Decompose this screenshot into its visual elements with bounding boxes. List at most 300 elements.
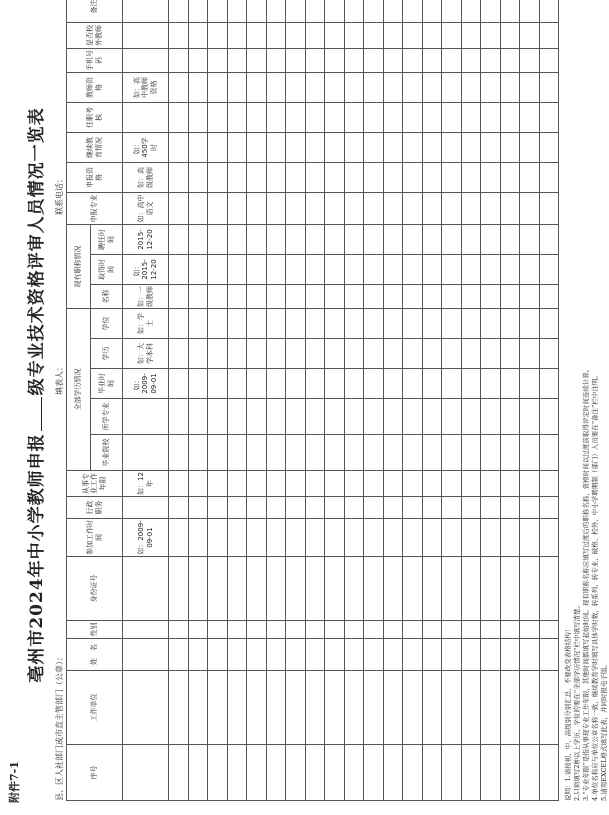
table-cell[interactable] xyxy=(208,73,228,103)
table-cell[interactable] xyxy=(325,671,345,745)
table-cell[interactable] xyxy=(442,285,462,309)
table-cell[interactable] xyxy=(481,471,501,497)
table-cell[interactable] xyxy=(520,163,540,193)
table-cell[interactable] xyxy=(403,369,423,399)
table-cell[interactable] xyxy=(481,435,501,471)
table-cell[interactable] xyxy=(325,73,345,103)
table-cell[interactable] xyxy=(383,193,403,225)
table-cell[interactable] xyxy=(305,163,325,193)
table-cell[interactable] xyxy=(520,557,540,621)
table-cell[interactable] xyxy=(247,435,267,471)
table-cell[interactable] xyxy=(344,103,364,133)
table-cell[interactable] xyxy=(364,255,384,285)
table-cell[interactable] xyxy=(247,103,267,133)
table-cell[interactable] xyxy=(325,557,345,621)
table-cell[interactable] xyxy=(481,339,501,369)
table-cell[interactable] xyxy=(123,435,169,471)
table-cell[interactable] xyxy=(520,309,540,339)
table-cell[interactable] xyxy=(169,309,189,339)
table-cell[interactable] xyxy=(344,309,364,339)
table-cell[interactable] xyxy=(422,671,442,745)
table-cell[interactable] xyxy=(286,193,306,225)
table-cell[interactable] xyxy=(403,255,423,285)
table-cell[interactable] xyxy=(344,435,364,471)
table-cell[interactable] xyxy=(461,557,481,621)
table-cell[interactable] xyxy=(364,671,384,745)
table-cell[interactable] xyxy=(520,369,540,399)
table-cell[interactable] xyxy=(364,339,384,369)
table-cell[interactable] xyxy=(208,435,228,471)
table-cell[interactable] xyxy=(247,225,267,255)
table-cell[interactable] xyxy=(344,0,364,23)
table-cell[interactable] xyxy=(286,399,306,435)
table-cell[interactable] xyxy=(403,23,423,49)
table-cell[interactable] xyxy=(305,23,325,49)
table-cell[interactable] xyxy=(344,339,364,369)
table-cell[interactable] xyxy=(383,519,403,557)
table-cell[interactable] xyxy=(442,309,462,339)
table-cell[interactable] xyxy=(344,133,364,163)
table-cell[interactable] xyxy=(481,639,501,671)
table-cell[interactable] xyxy=(305,639,325,671)
table-cell[interactable] xyxy=(208,255,228,285)
table-cell[interactable] xyxy=(325,103,345,133)
table-cell[interactable] xyxy=(422,639,442,671)
table-cell[interactable] xyxy=(266,745,286,801)
table-cell[interactable] xyxy=(442,671,462,745)
table-cell[interactable] xyxy=(383,225,403,255)
table-cell[interactable] xyxy=(247,255,267,285)
table-cell[interactable] xyxy=(364,399,384,435)
table-cell[interactable] xyxy=(123,23,169,49)
table-cell[interactable] xyxy=(305,519,325,557)
table-cell[interactable] xyxy=(266,49,286,73)
table-cell[interactable] xyxy=(169,639,189,671)
table-cell[interactable] xyxy=(286,471,306,497)
table-cell[interactable] xyxy=(383,369,403,399)
table-cell[interactable] xyxy=(344,671,364,745)
table-cell[interactable] xyxy=(227,309,247,339)
table-cell[interactable] xyxy=(325,0,345,23)
table-cell[interactable] xyxy=(188,519,208,557)
table-cell[interactable] xyxy=(123,399,169,435)
table-cell[interactable] xyxy=(305,309,325,339)
table-cell[interactable] xyxy=(344,519,364,557)
table-cell[interactable] xyxy=(364,163,384,193)
table-cell[interactable] xyxy=(169,193,189,225)
table-cell[interactable] xyxy=(383,471,403,497)
table-cell[interactable] xyxy=(208,497,228,519)
table-cell[interactable] xyxy=(305,193,325,225)
table-cell[interactable] xyxy=(123,621,169,639)
table-cell[interactable] xyxy=(422,163,442,193)
table-cell[interactable] xyxy=(520,225,540,255)
table-cell[interactable] xyxy=(208,399,228,435)
table-cell[interactable] xyxy=(305,49,325,73)
table-cell[interactable] xyxy=(383,309,403,339)
table-cell[interactable] xyxy=(188,435,208,471)
table-cell[interactable] xyxy=(208,0,228,23)
table-cell[interactable] xyxy=(364,0,384,23)
table-cell[interactable] xyxy=(422,255,442,285)
table-cell[interactable] xyxy=(481,519,501,557)
table-cell[interactable] xyxy=(520,497,540,519)
table-cell[interactable] xyxy=(286,369,306,399)
table-cell[interactable] xyxy=(403,339,423,369)
table-cell[interactable] xyxy=(305,0,325,23)
table-cell[interactable] xyxy=(325,193,345,225)
table-cell[interactable] xyxy=(364,639,384,671)
table-cell[interactable] xyxy=(539,133,559,163)
table-cell[interactable] xyxy=(422,103,442,133)
table-cell[interactable] xyxy=(520,285,540,309)
table-cell[interactable] xyxy=(266,225,286,255)
table-cell[interactable] xyxy=(247,639,267,671)
table-cell[interactable] xyxy=(403,639,423,671)
table-cell[interactable] xyxy=(461,193,481,225)
table-cell[interactable] xyxy=(286,225,306,255)
table-cell[interactable] xyxy=(520,471,540,497)
table-cell[interactable] xyxy=(403,285,423,309)
table-cell[interactable] xyxy=(481,285,501,309)
table-cell[interactable] xyxy=(383,73,403,103)
table-cell[interactable] xyxy=(188,49,208,73)
table-cell[interactable] xyxy=(461,497,481,519)
table-cell[interactable] xyxy=(403,193,423,225)
table-cell[interactable] xyxy=(422,497,442,519)
table-cell[interactable] xyxy=(383,671,403,745)
table-cell[interactable] xyxy=(208,309,228,339)
table-cell[interactable] xyxy=(500,471,520,497)
table-cell[interactable] xyxy=(422,369,442,399)
table-cell[interactable] xyxy=(305,255,325,285)
example-apply-qual[interactable]: 如：高级教师 xyxy=(123,163,169,193)
table-cell[interactable] xyxy=(481,369,501,399)
table-cell[interactable] xyxy=(169,557,189,621)
table-cell[interactable] xyxy=(403,163,423,193)
table-cell[interactable] xyxy=(403,49,423,73)
table-cell[interactable] xyxy=(208,471,228,497)
table-cell[interactable] xyxy=(500,519,520,557)
table-cell[interactable] xyxy=(227,435,247,471)
table-cell[interactable] xyxy=(539,497,559,519)
table-cell[interactable] xyxy=(266,103,286,133)
table-cell[interactable] xyxy=(539,671,559,745)
table-cell[interactable] xyxy=(539,519,559,557)
table-cell[interactable] xyxy=(403,0,423,23)
example-apply-specialty[interactable]: 如：高中语文 xyxy=(123,193,169,225)
table-cell[interactable] xyxy=(305,471,325,497)
table-cell[interactable] xyxy=(188,621,208,639)
table-cell[interactable] xyxy=(266,497,286,519)
table-cell[interactable] xyxy=(500,23,520,49)
table-cell[interactable] xyxy=(422,23,442,49)
table-cell[interactable] xyxy=(227,103,247,133)
table-cell[interactable] xyxy=(500,339,520,369)
table-cell[interactable] xyxy=(500,193,520,225)
table-cell[interactable] xyxy=(123,497,169,519)
table-cell[interactable] xyxy=(481,193,501,225)
table-cell[interactable] xyxy=(383,103,403,133)
table-cell[interactable] xyxy=(500,621,520,639)
table-cell[interactable] xyxy=(123,671,169,745)
table-cell[interactable] xyxy=(325,369,345,399)
table-cell[interactable] xyxy=(286,639,306,671)
table-cell[interactable] xyxy=(461,339,481,369)
table-cell[interactable] xyxy=(266,193,286,225)
table-cell[interactable] xyxy=(169,0,189,23)
table-cell[interactable] xyxy=(344,193,364,225)
table-cell[interactable] xyxy=(227,745,247,801)
table-cell[interactable] xyxy=(461,671,481,745)
table-cell[interactable] xyxy=(123,103,169,133)
table-cell[interactable] xyxy=(188,193,208,225)
table-cell[interactable] xyxy=(539,399,559,435)
table-cell[interactable] xyxy=(169,435,189,471)
table-cell[interactable] xyxy=(520,621,540,639)
table-cell[interactable] xyxy=(539,309,559,339)
table-cell[interactable] xyxy=(305,621,325,639)
table-cell[interactable] xyxy=(188,103,208,133)
table-cell[interactable] xyxy=(169,369,189,399)
table-cell[interactable] xyxy=(266,399,286,435)
table-cell[interactable] xyxy=(403,745,423,801)
table-cell[interactable] xyxy=(188,133,208,163)
table-cell[interactable] xyxy=(188,339,208,369)
table-cell[interactable] xyxy=(188,23,208,49)
table-cell[interactable] xyxy=(266,339,286,369)
table-cell[interactable] xyxy=(208,285,228,309)
table-cell[interactable] xyxy=(305,225,325,255)
table-cell[interactable] xyxy=(286,23,306,49)
table-cell[interactable] xyxy=(247,621,267,639)
table-cell[interactable] xyxy=(539,49,559,73)
table-cell[interactable] xyxy=(208,193,228,225)
example-title-hire[interactable]: 2015-12-20 xyxy=(123,225,169,255)
table-cell[interactable] xyxy=(520,103,540,133)
table-cell[interactable] xyxy=(247,133,267,163)
table-cell[interactable] xyxy=(539,557,559,621)
table-cell[interactable] xyxy=(403,435,423,471)
example-academic[interactable]: 如：学士 xyxy=(123,309,169,339)
table-cell[interactable] xyxy=(227,163,247,193)
table-cell[interactable] xyxy=(364,23,384,49)
table-cell[interactable] xyxy=(123,557,169,621)
table-cell[interactable] xyxy=(383,399,403,435)
table-cell[interactable] xyxy=(169,49,189,73)
table-cell[interactable] xyxy=(500,49,520,73)
example-degree[interactable]: 如：大学本科 xyxy=(123,339,169,369)
table-cell[interactable] xyxy=(227,671,247,745)
table-cell[interactable] xyxy=(500,225,520,255)
table-cell[interactable] xyxy=(286,133,306,163)
table-cell[interactable] xyxy=(364,225,384,255)
table-cell[interactable] xyxy=(325,339,345,369)
table-cell[interactable] xyxy=(500,639,520,671)
table-cell[interactable] xyxy=(266,73,286,103)
table-cell[interactable] xyxy=(442,339,462,369)
table-cell[interactable] xyxy=(266,557,286,621)
table-cell[interactable] xyxy=(286,0,306,23)
table-cell[interactable] xyxy=(461,23,481,49)
table-cell[interactable] xyxy=(266,639,286,671)
table-cell[interactable] xyxy=(227,23,247,49)
table-cell[interactable] xyxy=(286,285,306,309)
table-cell[interactable] xyxy=(266,519,286,557)
table-cell[interactable] xyxy=(520,133,540,163)
table-cell[interactable] xyxy=(286,435,306,471)
table-cell[interactable] xyxy=(364,285,384,309)
table-cell[interactable] xyxy=(539,73,559,103)
table-cell[interactable] xyxy=(325,399,345,435)
table-cell[interactable] xyxy=(305,497,325,519)
table-cell[interactable] xyxy=(325,255,345,285)
table-cell[interactable] xyxy=(169,621,189,639)
table-cell[interactable] xyxy=(539,0,559,23)
table-cell[interactable] xyxy=(208,163,228,193)
table-cell[interactable] xyxy=(383,557,403,621)
table-cell[interactable] xyxy=(520,339,540,369)
table-cell[interactable] xyxy=(227,471,247,497)
table-cell[interactable] xyxy=(247,193,267,225)
table-cell[interactable] xyxy=(208,557,228,621)
table-cell[interactable] xyxy=(227,519,247,557)
table-cell[interactable] xyxy=(247,23,267,49)
table-cell[interactable] xyxy=(208,133,228,163)
table-cell[interactable] xyxy=(286,745,306,801)
table-cell[interactable] xyxy=(305,435,325,471)
table-cell[interactable] xyxy=(539,193,559,225)
table-cell[interactable] xyxy=(344,745,364,801)
table-cell[interactable] xyxy=(364,471,384,497)
table-cell[interactable] xyxy=(305,557,325,621)
table-cell[interactable] xyxy=(422,225,442,255)
table-cell[interactable] xyxy=(247,0,267,23)
table-cell[interactable] xyxy=(461,745,481,801)
table-cell[interactable] xyxy=(305,73,325,103)
table-cell[interactable] xyxy=(500,163,520,193)
table-cell[interactable] xyxy=(169,471,189,497)
table-cell[interactable] xyxy=(442,369,462,399)
table-cell[interactable] xyxy=(305,671,325,745)
table-cell[interactable] xyxy=(247,339,267,369)
table-cell[interactable] xyxy=(364,621,384,639)
table-cell[interactable] xyxy=(247,671,267,745)
table-cell[interactable] xyxy=(227,285,247,309)
table-cell[interactable] xyxy=(403,133,423,163)
table-cell[interactable] xyxy=(123,639,169,671)
table-cell[interactable] xyxy=(481,103,501,133)
table-cell[interactable] xyxy=(481,497,501,519)
table-cell[interactable] xyxy=(422,399,442,435)
table-cell[interactable] xyxy=(539,225,559,255)
table-cell[interactable] xyxy=(539,163,559,193)
table-cell[interactable] xyxy=(208,519,228,557)
table-cell[interactable] xyxy=(305,285,325,309)
table-cell[interactable] xyxy=(208,49,228,73)
table-cell[interactable] xyxy=(520,255,540,285)
table-cell[interactable] xyxy=(325,309,345,339)
table-cell[interactable] xyxy=(208,225,228,255)
table-cell[interactable] xyxy=(422,621,442,639)
table-cell[interactable] xyxy=(227,73,247,103)
table-cell[interactable] xyxy=(344,471,364,497)
table-cell[interactable] xyxy=(520,639,540,671)
table-cell[interactable] xyxy=(208,369,228,399)
table-cell[interactable] xyxy=(227,369,247,399)
table-cell[interactable] xyxy=(442,557,462,621)
table-cell[interactable] xyxy=(247,163,267,193)
table-cell[interactable] xyxy=(169,519,189,557)
table-cell[interactable] xyxy=(305,133,325,163)
table-cell[interactable] xyxy=(461,255,481,285)
table-cell[interactable] xyxy=(539,23,559,49)
table-cell[interactable] xyxy=(247,519,267,557)
table-cell[interactable] xyxy=(247,557,267,621)
table-cell[interactable] xyxy=(539,339,559,369)
table-cell[interactable] xyxy=(403,225,423,255)
table-cell[interactable] xyxy=(520,519,540,557)
table-cell[interactable] xyxy=(403,471,423,497)
table-cell[interactable] xyxy=(383,639,403,671)
example-years[interactable]: 如：12年 xyxy=(123,471,169,497)
table-cell[interactable] xyxy=(344,49,364,73)
table-cell[interactable] xyxy=(481,163,501,193)
table-cell[interactable] xyxy=(403,557,423,621)
table-cell[interactable] xyxy=(286,309,306,339)
table-cell[interactable] xyxy=(344,73,364,103)
table-cell[interactable] xyxy=(442,745,462,801)
table-cell[interactable] xyxy=(422,435,442,471)
table-cell[interactable] xyxy=(539,471,559,497)
table-cell[interactable] xyxy=(247,497,267,519)
table-cell[interactable] xyxy=(422,309,442,339)
table-cell[interactable] xyxy=(383,133,403,163)
table-cell[interactable] xyxy=(461,639,481,671)
table-cell[interactable] xyxy=(442,133,462,163)
table-cell[interactable] xyxy=(169,285,189,309)
table-cell[interactable] xyxy=(305,369,325,399)
table-cell[interactable] xyxy=(364,435,384,471)
table-cell[interactable] xyxy=(188,745,208,801)
table-cell[interactable] xyxy=(305,399,325,435)
table-cell[interactable] xyxy=(325,225,345,255)
table-cell[interactable] xyxy=(266,133,286,163)
table-cell[interactable] xyxy=(325,621,345,639)
table-cell[interactable] xyxy=(461,133,481,163)
table-cell[interactable] xyxy=(247,73,267,103)
table-cell[interactable] xyxy=(539,745,559,801)
table-cell[interactable] xyxy=(422,519,442,557)
table-cell[interactable] xyxy=(520,193,540,225)
table-cell[interactable] xyxy=(422,0,442,23)
table-cell[interactable] xyxy=(344,399,364,435)
table-cell[interactable] xyxy=(461,471,481,497)
table-cell[interactable] xyxy=(403,621,423,639)
table-cell[interactable] xyxy=(325,163,345,193)
table-cell[interactable] xyxy=(188,369,208,399)
table-cell[interactable] xyxy=(442,23,462,49)
table-cell[interactable] xyxy=(442,255,462,285)
table-cell[interactable] xyxy=(481,0,501,23)
table-cell[interactable] xyxy=(208,23,228,49)
table-cell[interactable] xyxy=(539,255,559,285)
table-cell[interactable] xyxy=(364,73,384,103)
table-cell[interactable] xyxy=(364,557,384,621)
table-cell[interactable] xyxy=(442,49,462,73)
table-cell[interactable] xyxy=(123,0,169,23)
table-cell[interactable] xyxy=(442,471,462,497)
